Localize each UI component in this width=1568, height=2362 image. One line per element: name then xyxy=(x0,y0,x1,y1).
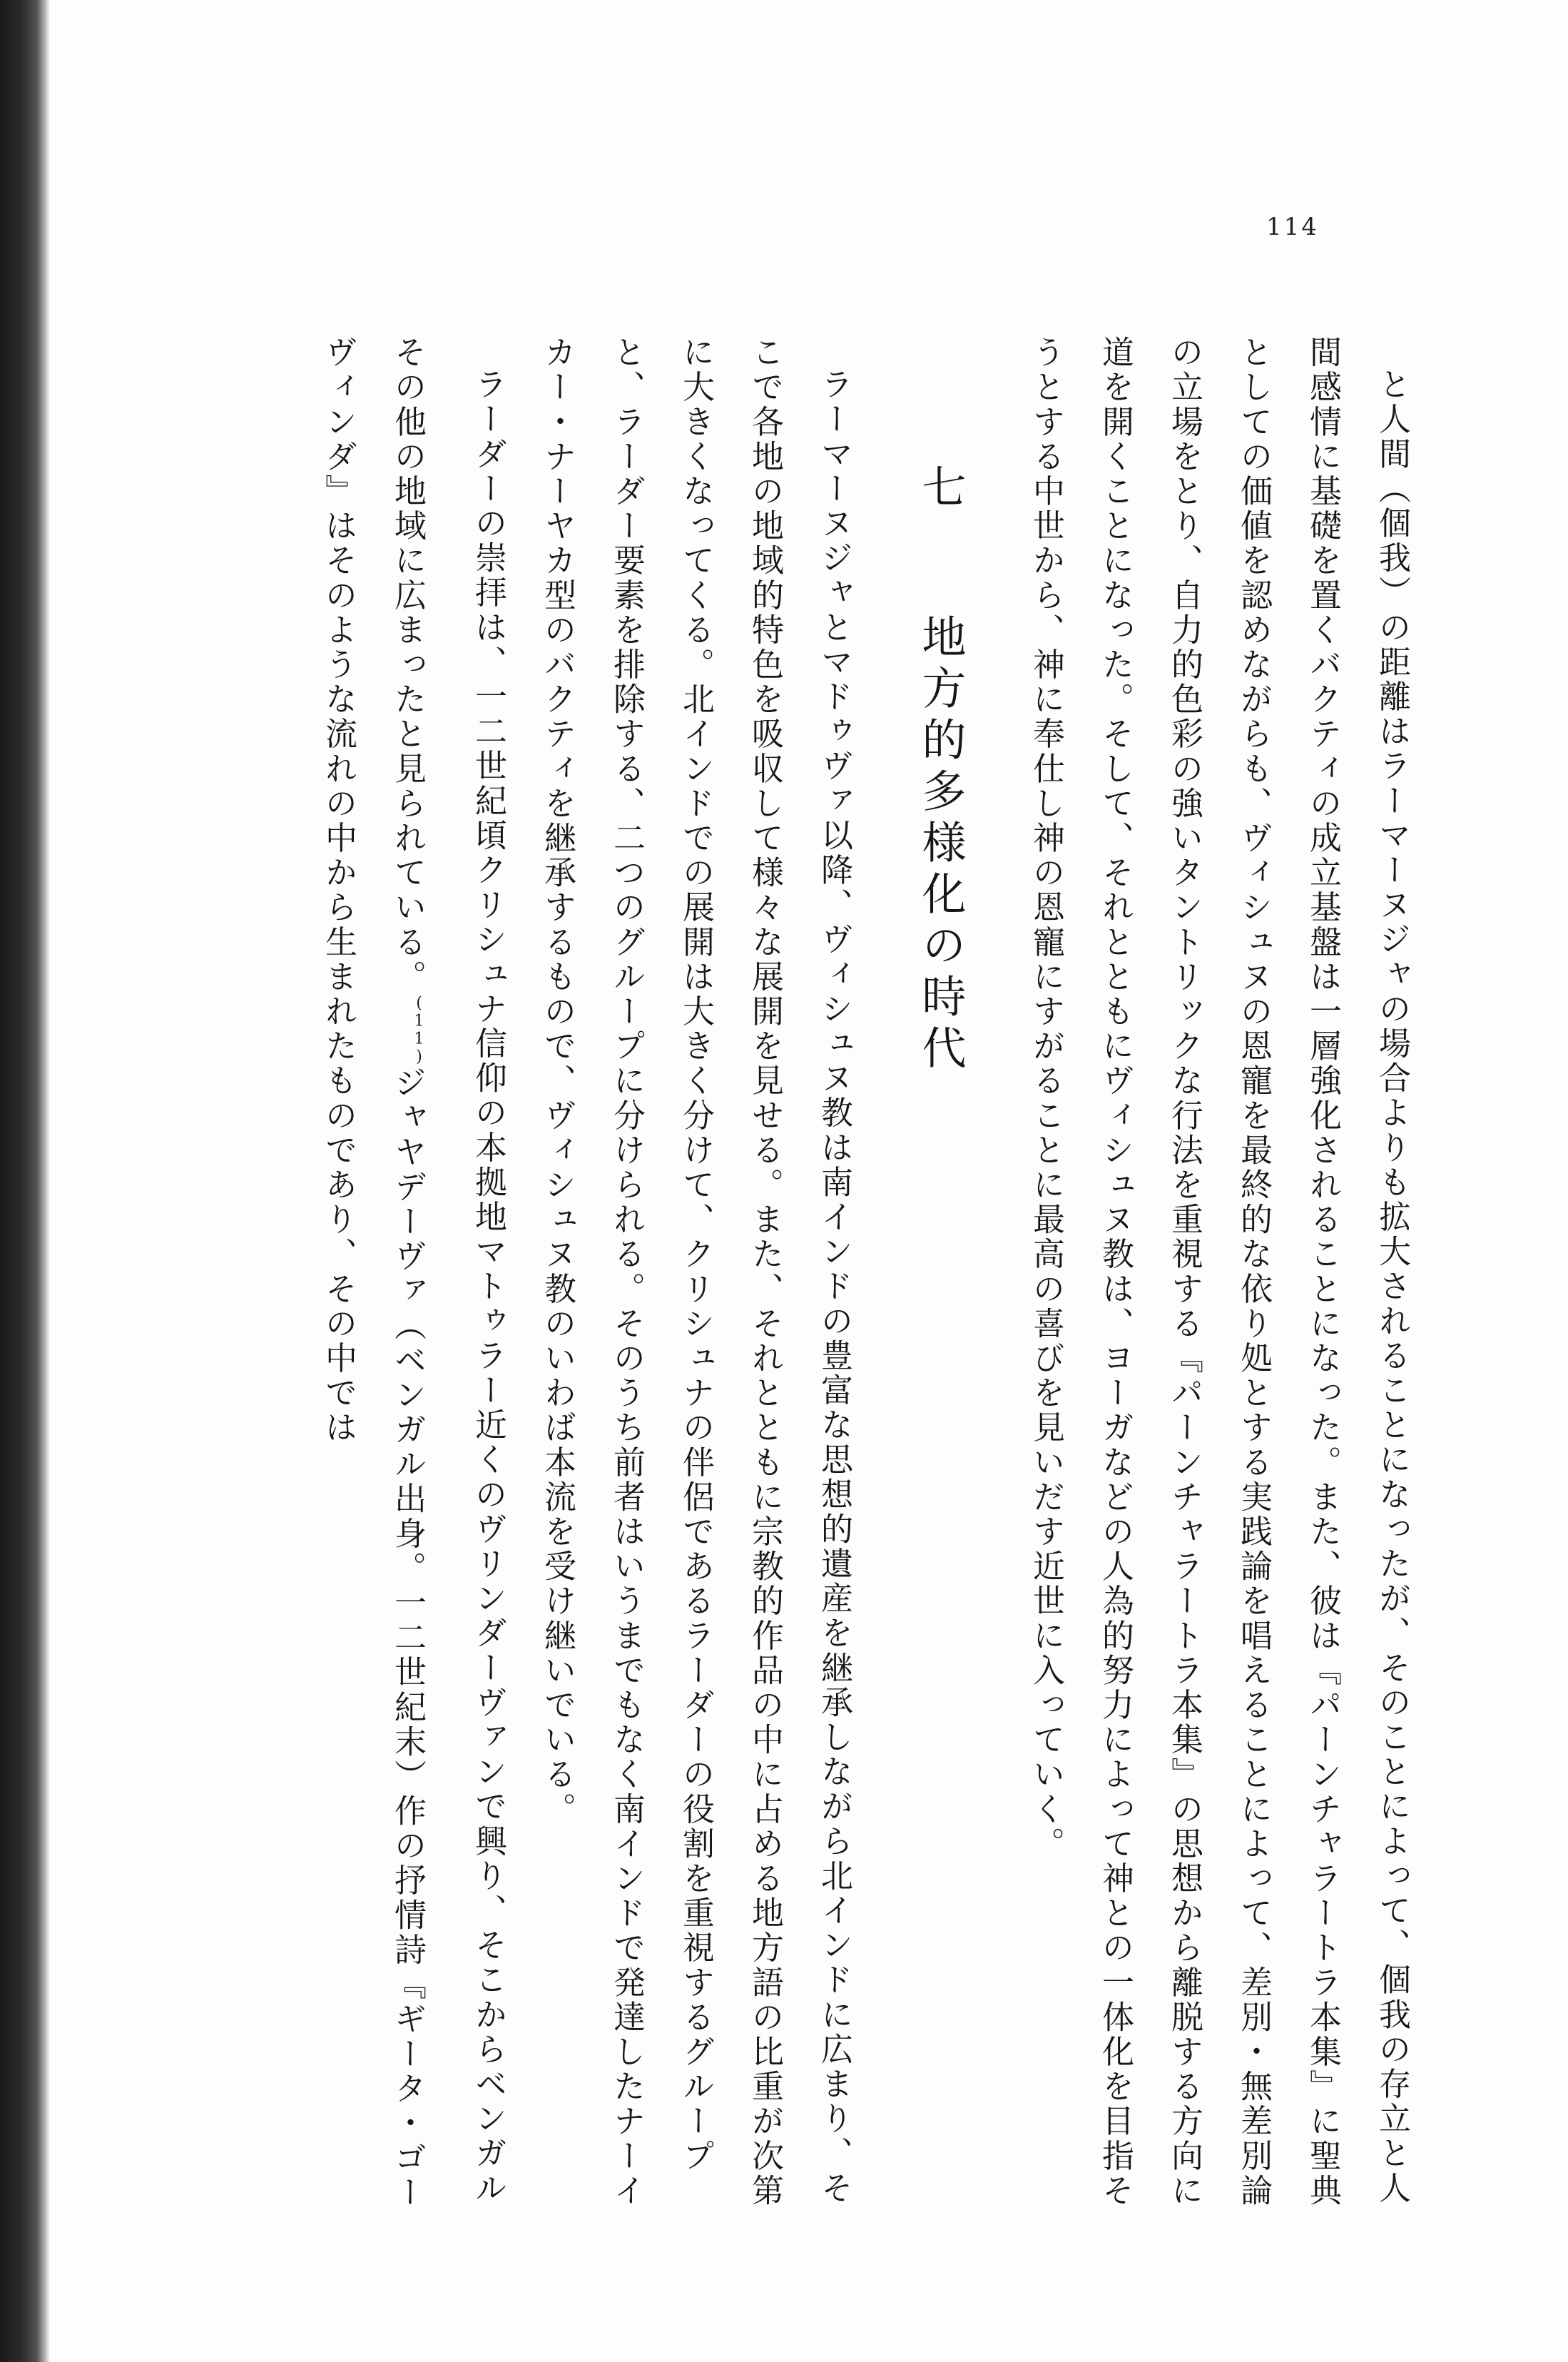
book-binding-shadow xyxy=(0,0,50,2362)
page-number: 114 xyxy=(1266,213,1319,241)
vertical-text-body xyxy=(107,335,1427,2219)
section-heading xyxy=(869,335,1012,2219)
section-number: 七 xyxy=(915,464,967,515)
section-title: 地方的多様化の時代 xyxy=(915,614,967,1076)
paragraph-1: ラーマーヌジャとマドゥヴァ以降、ヴィシュヌ教は南インドの豊富な思想的遺産を継承しながら北インドに広まり、そこで各地の地域的特色を吸収して様々な展開を見せる。また、それとともに宗教的作品の中に占める地方語の比重が次第に大きくなってくる。北インドでの展開は大きく分けて、クリシュナの伴侶であるラーダーの役割を重視するグループと、ラーダー要素を排除する、二つのグループに分けられる。そのうち前者はいうまでもなく南インドで発達したナーイカー・ナーヤカ型のバクティを継承するもので、ヴィシュヌ教のいわば本流を受け継いでいる。 xyxy=(539,335,853,2209)
paragraph-2-text-b: ジャヤデーヴァ（ベンガル出身。一二世紀末）作の抒情詩『ギータ・ゴーヴィンダ』はそのような流れの中から生まれたものであり、その中では xyxy=(320,335,427,2211)
paragraph-2-text-a: ラーダーの崇拝は、一二世紀頃クリシュナ信仰の本拠地マトゥラー近くのヴリンダーヴァンで興り、そこからベンガルその他の地域に広まったと見られている。 xyxy=(389,335,507,2206)
paragraph-2 xyxy=(304,335,523,2219)
footnote-marker[interactable]: (11) xyxy=(410,994,428,1066)
paragraph-top: と人間（個我）の距離はラーマーヌジャの場合よりも拡大されることになったが、そのことによって、個我の存立と人間感情に基礎を置くバクティの成立基盤は一層強化されることになった。また、彼は『パーンチャラートラ本集』に聖典としての価値を認めながらも、ヴィシュヌの恩寵を最終的な依り処とする実践論を唱えることによって、差別・無差別論の立場をとり、自力的色彩の強いタントリックな行法を重視する『パーンチャラートラ本集』の思想から離脱する方向に道を開くことになった。そして、それとともにヴィシュヌ教は、ヨーガなどの人為的努力によって神との一体化を目指そうとする中世から、神に奉仕し神の恩寵にすがることに最高の喜びを見いだす近世に入っていく。 xyxy=(1027,335,1411,2209)
